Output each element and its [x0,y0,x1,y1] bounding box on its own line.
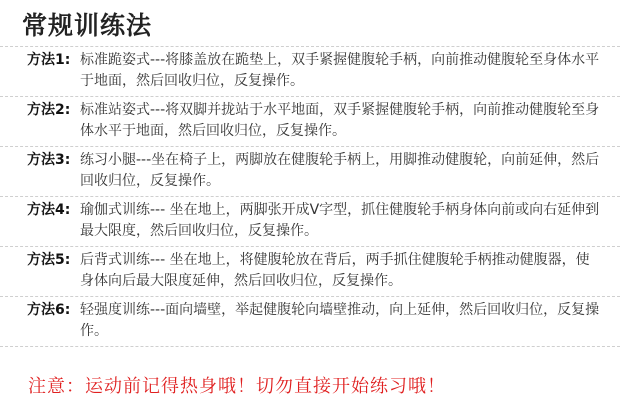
warning-notice: 注意：运动前记得热身哦！切勿直接开始练习哦！ [28,376,446,397]
method-item [0,47,620,97]
method-item [0,97,620,147]
method-text: 后背式训练--- 坐在地上，将健腹轮放在背后，两手抓住健腹轮手柄推动健腹器，使身体向后最大限度延伸，然后回收归位，反复操作。 [80,252,590,289]
method-text: 标准跪姿式---将膝盖放在跪垫上，双手紧握健腹轮手柄，向前推动健腹轮至身体水平于地面，然后回收归位，反复操作。 [80,52,600,89]
method-label: 方法4: [27,202,71,218]
method-label: 方法2: [27,102,71,118]
method-label: 方法5: [27,252,71,268]
method-item [0,247,620,297]
method-text: 练习小腿---坐在椅子上，两脚放在健腹轮手柄上，用脚推动健腹轮，向前延伸，然后回收归位，反复操作。 [80,152,600,189]
method-item [0,147,620,197]
page-title: 常规训练法 [22,11,153,40]
method-item [0,197,620,247]
method-label: 方法6: [27,302,71,318]
method-text: 标准站姿式---将双脚并拢站于水平地面，双手紧握健腹轮手柄，向前推动健腹轮至身体水平于地面，然后回收归位，反复操作。 [80,102,600,139]
method-list [0,46,620,347]
method-item [0,297,620,347]
method-label: 方法1: [27,52,71,68]
method-text: 瑜伽式训练--- 坐在地上，两脚张开成V字型，抓住健腹轮手柄身体向前或向右延伸到最大限度，然后回收归位，反复操作。 [80,202,600,239]
method-text: 轻强度训练---面向墙壁，举起健腹轮向墙壁推动，向上延伸，然后回收归位，反复操作。 [80,302,600,339]
method-label: 方法3: [27,152,71,168]
